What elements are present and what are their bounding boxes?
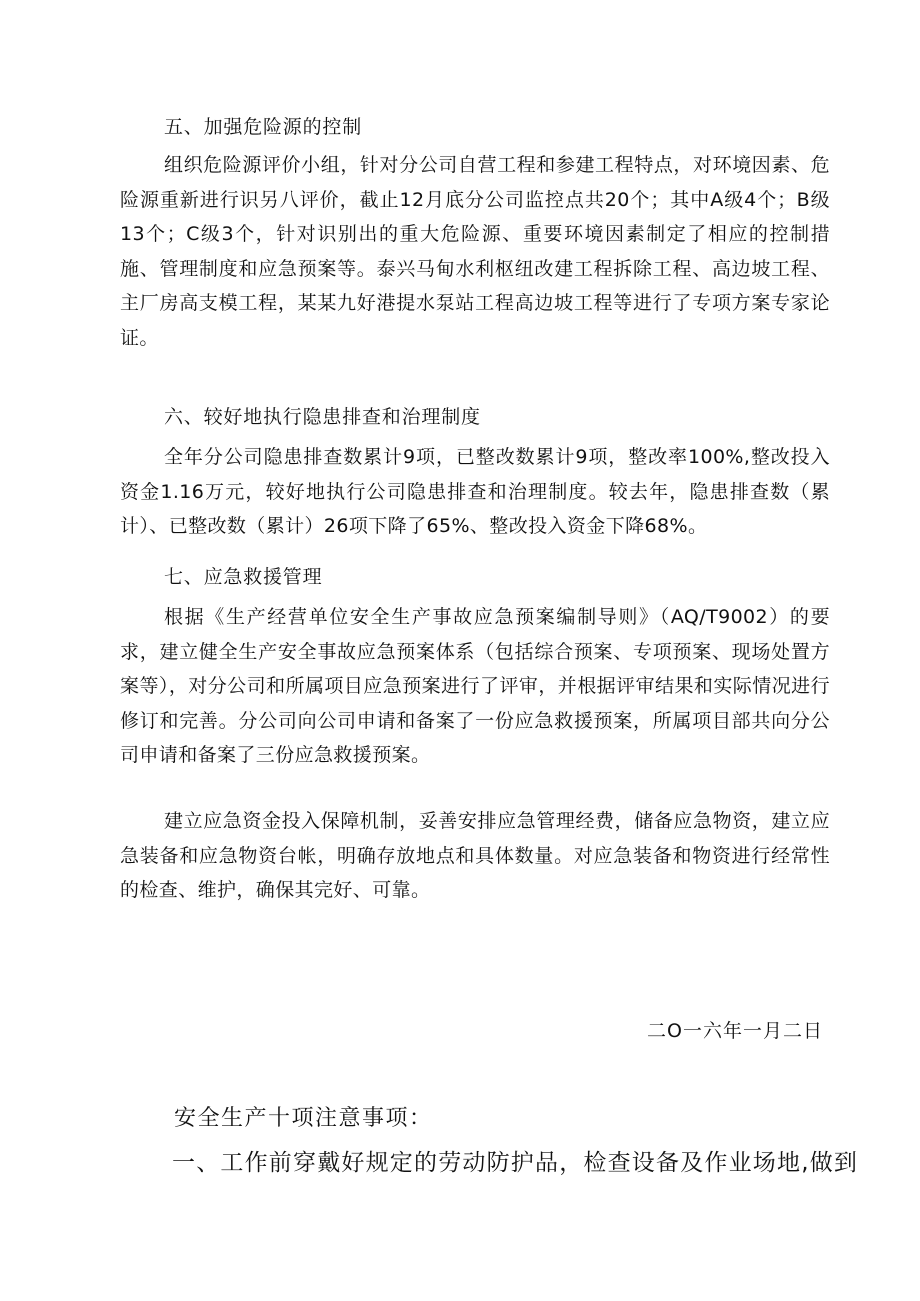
section-seven-heading: 七、应急救援管理 xyxy=(164,566,323,588)
section-seven-paragraph-1: 根据《生产经营单位安全生产事故应急预案编制导则》（AQ/T9002）的要求，建立健全生产安全事故应急预案体系（包括综合预案、专项预案、现场处置方案等），对分公司和所属项目应急预案进行了评审，并根据评审结果和实际情况进行修订和完善。分公司向公司申请和备案了一份应急救援预案，所属项目部共向分公司申请和备案了三份应急救援预案。 xyxy=(120,606,830,767)
notice-item-1: 一、工作前穿戴好规定的劳动防护品，检查设备及作业场地,做到 xyxy=(172,1150,859,1176)
section-five-paragraph: 组织危险源评价小组，针对分公司自营工程和参建工程特点，对环境因素、危险源重新进行识另八评价，截止12月底分公司监控点共20个；其中A级4个；B级13个；C级3个，针对识别出的重大危险源、重要环境因素制定了相应的控制措施、管理制度和应急预案等。泰兴马甸水利枢纽改建工程拆除工程、高边坡工程、主厂房高支模工程，某某九好港提水泵站工程高边坡工程等进行了专项方案专家论证。 xyxy=(120,154,830,349)
notice-title: 安全生产十项注意事项： xyxy=(174,1106,433,1131)
document-date: 二O一六年一月二日 xyxy=(647,1020,823,1042)
section-six-heading: 六、较好地执行隐患排查和治理制度 xyxy=(164,406,481,428)
section-six-paragraph: 全年分公司隐患排查数累计9项，已整改数累计9项，整改率100%,整改投入资金1.16万元，较好地执行公司隐患排查和治理制度。较去年，隐患排查数（累计）、已整改数（累计）26项下降了65%、整改投入资金下降68%。 xyxy=(120,446,830,538)
section-five-heading: 五、加强危险源的控制 xyxy=(164,116,363,138)
section-seven-paragraph-2: 建立应急资金投入保障机制，妥善安排应急管理经费，储备应急物资，建立应急装备和应急物资台帐，明确存放地点和具体数量。对应急装备和物资进行经常性的检查、维护，确保其完好、可靠。 xyxy=(120,810,830,902)
